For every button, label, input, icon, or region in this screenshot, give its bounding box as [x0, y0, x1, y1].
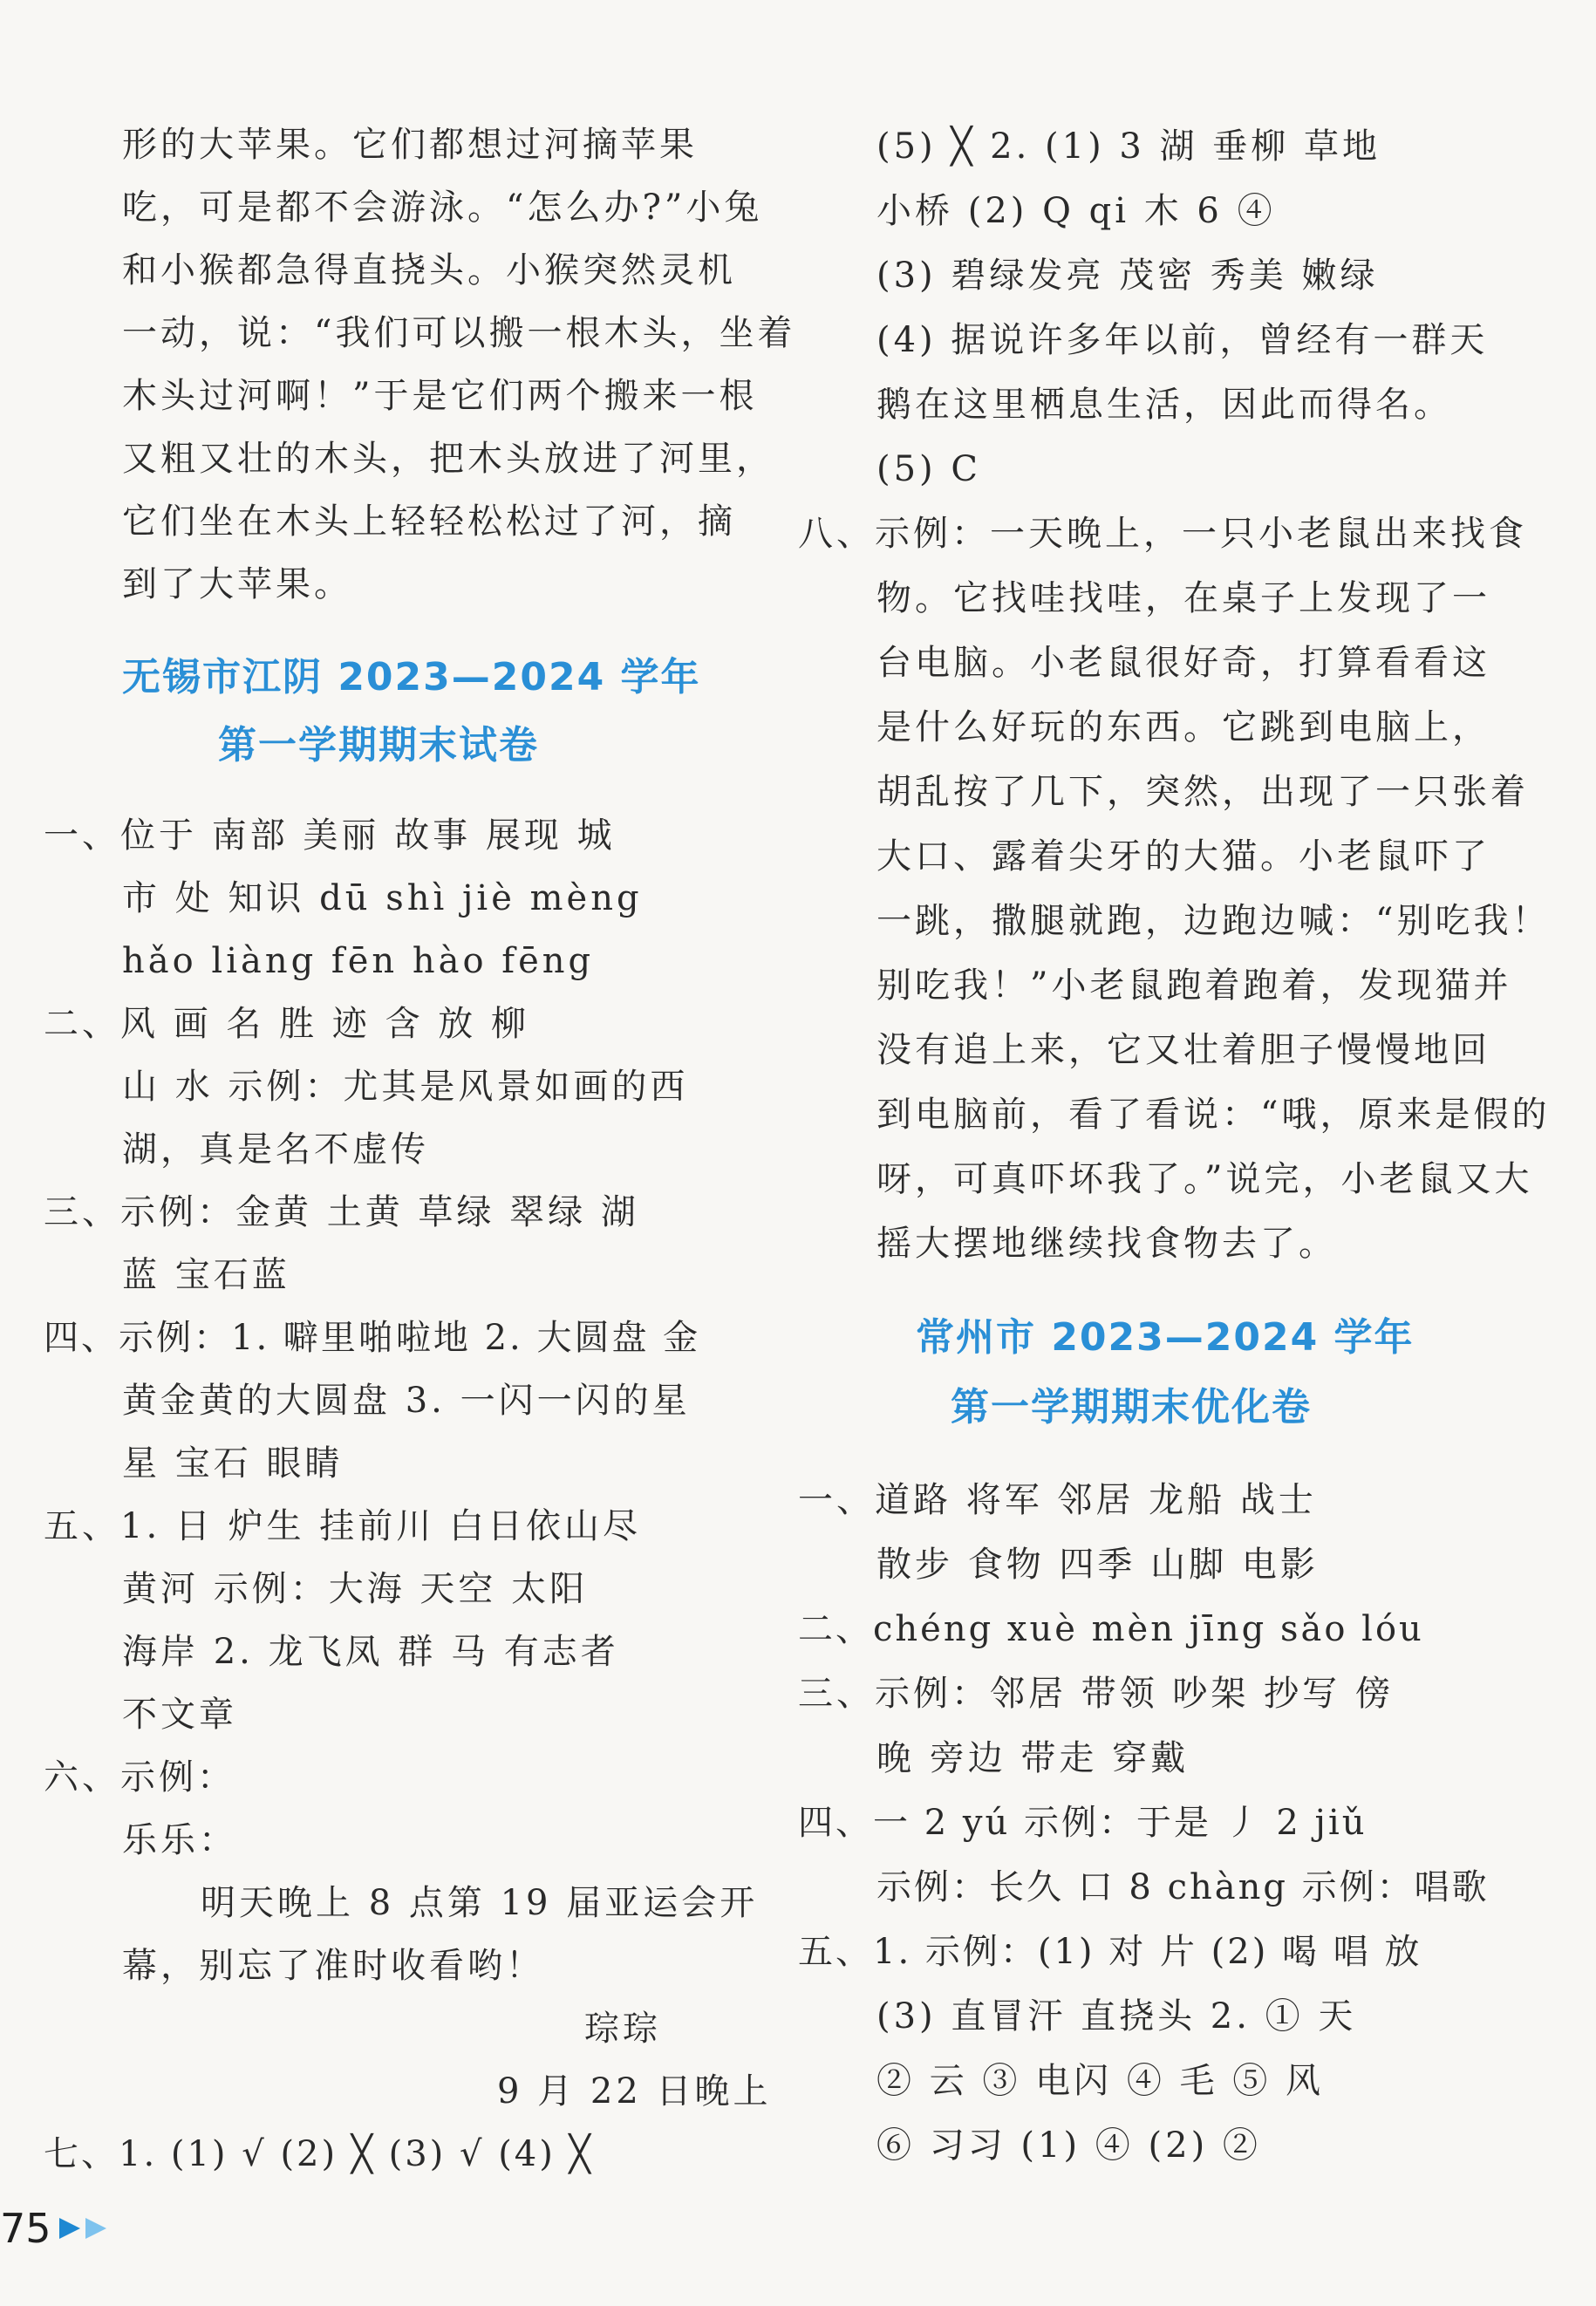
answer-line: (5) ╳ 2. (1) 3 湖 垂柳 草地 — [876, 126, 1381, 167]
answer-line: 三、示例：邻居 带领 吵架 抄写 傍 — [798, 1674, 1394, 1714]
section-subtitle-changzhou: 第一学期期末优化卷 — [951, 1385, 1312, 1429]
answer-line: 大口、露着尖牙的大猫。小老鼠吓了 — [876, 836, 1490, 877]
letter-salutation: 乐乐： — [122, 1820, 237, 1860]
answer-line: 台电脑。小老鼠很好奇，打算看看这 — [876, 643, 1490, 683]
answer-line: (4) 据说许多年以前，曾经有一群天 — [876, 320, 1489, 360]
answer-line: (5) C — [876, 449, 981, 489]
section-title-wuxi: 无锡市江阴 2023—2024 学年 — [122, 655, 701, 699]
answer-line: 一、道路 将军 邻居 龙船 战士 — [798, 1480, 1317, 1520]
answer-line: 二、风 画 名 胜 迹 含 放 柳 — [44, 1004, 530, 1044]
answer-line: 八、示例：一天晚上，一只小老鼠出来找食 — [798, 514, 1527, 554]
answer-line: 一跳，撒腿就跑，边跑边喊：“别吃我！ — [876, 901, 1551, 941]
answer-line: 晚 旁边 带走 穿戴 — [876, 1738, 1190, 1778]
answer-line: 不文章 — [122, 1695, 237, 1735]
answer-line: 没有追上来，它又壮着胆子慢慢地回 — [876, 1030, 1490, 1070]
answer-line: 海岸 2. 龙飞凤 群 马 有志者 — [122, 1632, 619, 1672]
answer-line: 鹅在这里栖息生活，因此而得名。 — [876, 385, 1452, 425]
letter-body: 明天晚上 8 点第 19 届亚运会开 — [201, 1883, 759, 1923]
answer-line: 蓝 宝石蓝 — [122, 1255, 290, 1295]
answer-line: 示例：长久 口 8 chàng 示例：唱歌 — [876, 1867, 1490, 1907]
play-arrow-icon — [59, 2218, 80, 2239]
section-subtitle-wuxi: 第一学期期末试卷 — [218, 723, 539, 768]
answer-line: 二、chéng xuè mèn jīng sǎo lóu — [798, 1609, 1424, 1649]
answer-line: 五、1. 日 炉生 挂前川 白日依山尽 — [44, 1506, 642, 1546]
letter-body: 幕，别忘了准时收看哟！ — [122, 1946, 544, 1986]
page-number: 75 — [0, 2205, 51, 2252]
letter-date: 9 月 22 日晚上 — [497, 2071, 772, 2112]
answer-line: 黄金黄的大圆盘 3. 一闪一闪的星 — [122, 1381, 691, 1421]
answer-line: 山 水 示例：尤其是风景如画的西 — [122, 1067, 689, 1107]
answer-line: 到电脑前，看了看说：“哦，原来是假的 — [876, 1095, 1551, 1135]
answer-line: 呀，可真吓坏我了。”说完，小老鼠又大 — [876, 1159, 1533, 1199]
story-line: 一动，说：“我们可以搬一根木头，坐着 — [122, 313, 796, 353]
story-line: 又粗又壮的木头，把木头放进了河里， — [122, 439, 774, 479]
answer-line: 物。它找哇找哇，在桌子上发现了一 — [876, 578, 1490, 618]
answer-line: 四、示例：1. 噼里啪啦地 2. 大圆盘 金 — [44, 1318, 701, 1358]
story-line: 形的大苹果。它们都想过河摘苹果 — [122, 125, 698, 165]
play-arrow-light-icon — [85, 2218, 106, 2239]
answer-line: 市 处 知识 dū shì jiè mèng — [122, 878, 643, 918]
answer-line: 五、1. 示例：(1) 对 片 (2) 喝 唱 放 — [798, 1932, 1422, 1972]
answer-line: (3) 直冒汗 直挠头 2. ① 天 — [876, 1996, 1357, 2037]
answer-line: 一、位于 南部 美丽 故事 展现 城 — [44, 815, 616, 856]
answer-line: ② 云 ③ 电闪 ④ 毛 ⑤ 风 — [876, 2061, 1325, 2101]
answer-line: 胡乱按了几下，突然，出现了一只张着 — [876, 772, 1529, 812]
answer-line: 六、示例： — [44, 1757, 235, 1798]
answer-line: 散步 食物 四季 山脚 电影 — [876, 1545, 1319, 1585]
answer-line: 小桥 (2) Q qi 木 6 ④ — [876, 191, 1276, 231]
page-arrows — [58, 2215, 110, 2241]
answer-line: 四、一 2 yú 示例：于是 丿 2 jiǔ — [798, 1803, 1368, 1843]
answer-line: ⑥ 习习 (1) ④ (2) ② — [876, 2125, 1261, 2166]
story-line: 到了大苹果。 — [122, 564, 352, 604]
answer-line: 星 宝石 眼睛 — [122, 1443, 344, 1484]
story-line: 木头过河啊！”于是它们两个搬来一根 — [122, 376, 758, 416]
section-title-changzhou: 常州市 2023—2024 学年 — [916, 1315, 1415, 1360]
answer-line: 摇大摆地继续找食物去了。 — [876, 1224, 1337, 1264]
answer-line: 黄河 示例：大海 天空 太阳 — [122, 1569, 589, 1609]
answer-line: 七、1. (1) √ (2) ╳ (3) √ (4) ╳ — [44, 2134, 593, 2174]
story-line: 和小猴都急得直挠头。小猴突然灵机 — [122, 250, 736, 290]
letter-signature: 琮琮 — [584, 2009, 661, 2049]
answer-line: 三、示例：金黄 土黄 草绿 翠绿 湖 — [44, 1192, 639, 1232]
answer-line: 别吃我！”小老鼠跑着跑着，发现猫并 — [876, 965, 1512, 1006]
answer-line: 湖，真是名不虚传 — [122, 1129, 429, 1170]
story-line: 吃，可是都不会游泳。“怎么办?”小兔 — [122, 188, 763, 228]
answer-line: hǎo liàng fēn hào fēng — [122, 941, 595, 981]
answer-line: (3) 碧绿发亮 茂密 秀美 嫩绿 — [876, 256, 1379, 296]
answer-line: 是什么好玩的东西。它跳到电脑上， — [876, 707, 1490, 747]
story-line: 它们坐在木头上轻轻松松过了河，摘 — [122, 501, 736, 542]
